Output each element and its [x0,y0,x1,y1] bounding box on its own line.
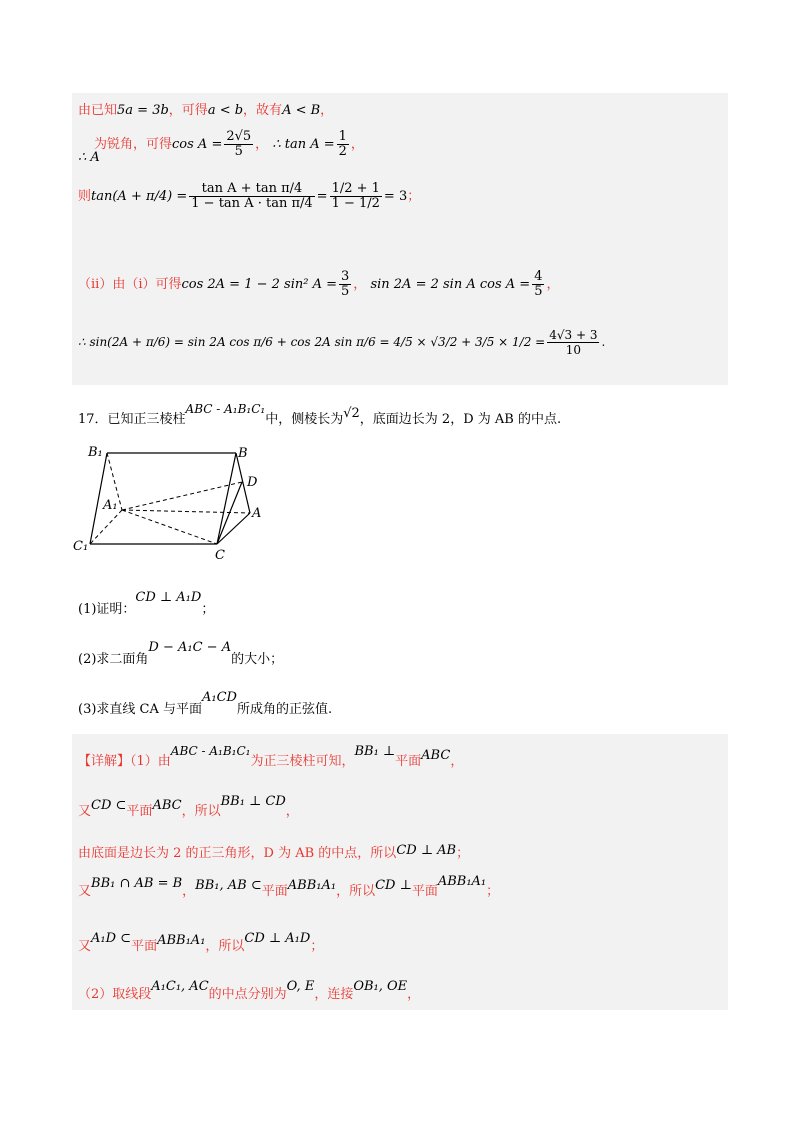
label-c1: C₁ [73,539,89,554]
label-a: A [252,506,262,521]
question-3: (3)求直线 CA 与平面A₁CD所成角的正弦值. [78,690,333,717]
label-b1: B₁ [88,445,103,460]
sol17-line-5: 又A₁D ⊂平面ABB₁A₁，所以CD ⊥ A₁D； [78,931,324,954]
tan-sum-fraction: $\frac{\text{tan A + tan π/4}}{\text{1 − tan A · tan π/4}}$ [191,181,313,211]
sol16-line-6: ∴ sin(2A + π/6) = sin 2A cos π/6 + cos 2A sin π/6 = 4/5 × √3/2 + 3/5 × 1/2 = $\frac{4√3 + 3}{10}$ . [78,328,606,357]
problem-17-stem: 17．已知正三棱柱ABC - A₁B₁C₁中，侧棱长为√2，底面边长为 2，D 为 AB 的中点. [78,402,562,427]
label-c: C [215,548,225,563]
sol17-line-1: 【详解】（1）由ABC - A₁B₁C₁为正三棱柱可知，BB₁ ⊥平面ABC， [78,744,464,769]
edge-a1-c [122,510,217,544]
sol17-line-4: 又BB₁ ∩ AB = B，BB₁, AB ⊂平面ABB₁A₁，所以CD ⊥平面ABB₁A₁； [78,874,500,899]
label-a1: A₁ [103,498,118,513]
sol17-line-6: （2）取线段A₁C₁, AC的中点分别为O, E，连接OB₁, OE， [78,979,421,1002]
sol16-line-4: 则tan(A + π/4) = $\frac{\text{tan A + tan π/4}}{\text{1 − tan A · tan π/4}}$ = $\frac{1/2 + 1}{1 - 1/2}$ = 3； [78,181,421,211]
sol16-line-1: 由已知5a = 3b，可得a < b，故有A < B， [78,103,334,118]
sol16-line-2: 为锐角，可得cos A = $\frac{2√5}{5}$ ， ∴ tan A = $\frac{1}{2}$ ， [94,129,364,159]
tan-fraction: $\frac{1}{2}$ [338,129,347,159]
sol16-line-3: ∴ A [78,150,100,165]
sin2a-fraction: $\frac{4}{5}$ [534,269,543,299]
cos2a-fraction: $\frac{3}{5}$ [341,269,350,299]
question-1: (1)证明：CD ⊥ A₁D； [78,590,215,617]
prism-figure [70,440,270,565]
cos-fraction: $\frac{2√5}{5}$ [226,129,252,159]
edge-b-c [217,453,236,544]
label-b: B [238,446,248,461]
sol17-line-2: 又CD ⊂平面ABC，所以BB₁ ⊥ CD， [78,794,299,819]
sol17-line-3: 由底面是边长为 2 的正三角形，D 为 AB 的中点，所以CD ⊥ AB； [78,843,470,861]
result-fraction: $\frac{4√3 + 3}{10}$ [549,328,598,357]
label-d: D [247,475,258,490]
edge-a1-d [122,482,242,510]
tan-sum-fraction-2: $\frac{1/2 + 1}{1 - 1/2}$ [331,181,380,211]
sol16-line-5: （ii）由（i）可得cos 2A = 1 − 2 sin² A = $\frac{3}{5}$ ， sin 2A = 2 sin A cos A = $\frac{4}{5}$ ， [78,269,560,299]
question-2: (2)求二面角D − A₁C − A的大小； [78,640,284,667]
solution-17-box [72,734,728,1010]
